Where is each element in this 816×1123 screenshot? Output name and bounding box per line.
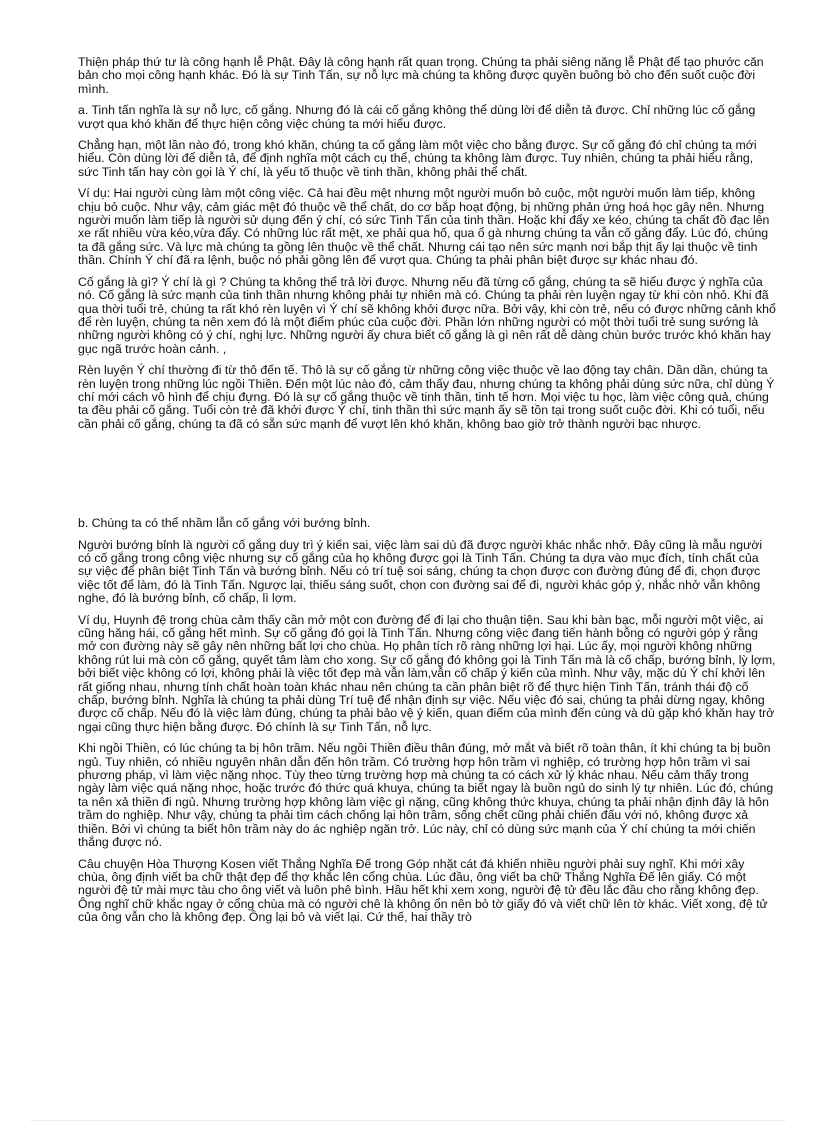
paragraph: Câu chuyện Hòa Thượng Kosen viết Thắng Nghĩa Đế trong Góp nhặt cát đá khiến nhiều người phải suy nghĩ. Khi mới xây chùa, ông định viết ba chữ thật đẹp để thợ khắc lên cổng chùa. Lúc đầu, ông viết ba chữ Thắng Nghĩa Đế lên giấy. Có một người đệ tử mài mực tàu cho ông viết và luôn phê bình. Hầu hết khi xem xong, người đệ tử đều lắc đầu cho rằng không đẹp. Ông nghĩ chữ khắc ngay ở cổng chùa mà có người chê là không ổn nên bỏ tờ giấy đó và viết chữ lên tờ khác. Viết xong, đệ tử của ông vẫn cho là không đẹp. Ông lại bỏ và viết lại. Cứ thế, hai thầy trò [78, 856, 768, 925]
paragraph: Ví dụ, Huynh đệ trong chùa cảm thấy cần mở một con đường để đi lại cho thuận tiện. Sau khi bàn bạc, mỗi người một việc, ai cũng hăng hái, cố gắng hết mình. Sự cố gắng đó gọi là Tinh Tấn. Nhưng công việc đang tiến hành bỗng có người góp ý rằng mở con đường này sẽ gây nên những bất lợi cho chùa. Họ phân tích rõ ràng những lợi hại. Lúc ấy, mọi người không những không rút lui mà còn cố gắng, quyết tâm làm cho xong. Sự cố gắng đó không gọi là Tinh Tấn mà là cố chấp, bướng bỉnh, lỳ lợm, bởi biết việc không có lợi, không phải là việc tốt đẹp mà vẫn làm,vẫn cố chấp ý kiến của mình. Như vậy, mặc dù Ý chí khởi lên rất giống nhau, nhưng tính chất hoàn toàn khác nhau nên chúng ta cần phân biệt rõ để thực hiện Tinh Tấn, tránh thái độ cố chấp, bướng bỉnh. Nghĩa là chúng ta phải dùng Trí tuệ để nhận định sự việc. Nếu việc đó sai, chúng ta phải dừng ngay, không được cố chấp. Nếu đó là việc làm đúng, chúng ta phải bảo vệ ý kiến, quan điểm của mình đến cùng và dù gặp khó khăn hay trở ngại cũng thực hiện bằng được. Đó chính là sự Tinh Tấn, nỗ lực. [78, 612, 776, 734]
paragraph: a. Tinh tấn nghĩa là sự nỗ lực, cố gắng. Nhưng đó là cái cố gắng không thể dùng lời để diễn tả được. Chỉ những lúc cố gắng vượt qua khó khăn để thực hiện công việc chúng ta mới hiểu được. [78, 103, 756, 131]
page-edge-divider [30, 1120, 786, 1121]
paragraph: Chẳng hạn, một lần nào đó, trong khó khăn, chúng ta cố gắng làm một việc cho bằng được. Sự cố gắng đó chỉ chúng ta mới hiểu. Còn dùng lời để diễn tả, để định nghĩa một cách cụ thể, chúng ta không làm được. Tuy nhiên, chúng ta phải hiểu rằng, sức Tinh tấn hay còn gọi là Ý chí, là yếu tố thuộc về tinh thần, không phải thể chất. [78, 138, 757, 179]
paragraph: Thiện pháp thứ tư là công hạnh lễ Phật. Đây là công hạnh rất quan trọng. Chúng ta phải siêng năng lễ Phật để tạo phước căn bản cho mọi công hạnh khác. Đó là sự Tinh Tấn, sự nỗ lực mà chúng ta không được quyền buông bỏ cho đến suốt cuộc đời mình. [78, 55, 764, 96]
paragraph: Cố gắng là gì? Ý chí là gì ? Chúng ta không thể trả lời được. Nhưng nếu đã từng cố gắng, chúng ta sẽ hiểu được ý nghĩa của nó. Cố gắng là sức mạnh của tinh thần nhưng không phải tự nhiên mà có. Chúng ta phải rèn luyện ngay từ khi còn nhỏ. Khi đã qua thời tuổi trẻ, chúng ta rất khó rèn luyện vì Ý chí sẽ không khởi được nữa. Bởi vậy, khi còn trẻ, nếu có được những cảnh khổ để rèn luyện, chúng ta nên xem đó là một điểm phúc của cuộc đời. Phần lớn những người có một thời tuổi trẻ sung sướng là những người không có ý chí, nghị lực. Những người ấy chưa biết cố gắng là gì nên rất dễ dàng chùn bước trước khó khăn hay gục ngã trước hoàn cảnh. , [78, 274, 776, 356]
section-top [78, 56, 776, 431]
section-heading: b. Chúng ta có thể nhầm lẫn cố gắng với bướng bỉnh. [78, 516, 371, 531]
paragraph: Người bướng bỉnh là người cố gắng duy trì ý kiến sai, việc làm sai dù đã được người khác nhắc nhở. Đây cũng là mẫu người có cố gắng trong công việc nhưng sự cố gắng của họ không được gọi là Tinh Tấn. Chúng ta dựa vào mục đích, tính chất của sự việc để phân biệt Tinh Tấn và bướng bỉnh. Nếu có trí tuệ soi sáng, chúng ta chọn được con đường đúng để đi, chọn được việc tốt để làm, đó là Tinh Tấn. Ngược lại, thiếu sáng suốt, chọn con đường sai để đi, người khác góp ý, nhắc nhở vẫn không nghe, đó là bướng bỉnh, cố chấp, lì lợm. [78, 537, 763, 606]
paragraph: Khi ngồi Thiền, có lúc chúng ta bị hôn trầm. Nếu ngồi Thiền điều thân đúng, mở mắt và biết rõ toàn thân, ít khi chúng ta bị buồn ngủ. Tuy nhiên, có nhiều nguyên nhân dẫn đến hôn trầm. Có trường hợp hôn trầm vì nghiệp, có trường hợp hôn trầm vì sai phương pháp, vì làm việc nặng nhọc. Tùy theo từng trường hợp mà chúng ta có cách xử lý khác nhau. Nếu cảm thấy trong ngày làm việc quá nặng nhọc, hoặc trước đó thức quá khuya, chúng ta biết ngay là buồn ngủ do sinh lý tự nhiên. Lúc đó, chúng ta nên xả thiền đi ngủ. Nhưng trường hợp không làm việc gì nặng, cũng không thức khuya, chúng ta phải nhận định đây là hôn trầm do nghiệp. Như vậy, chúng ta phải tìm cách chống lại hôn trầm, sống chết cũng phải chiến đấu với nó, không được xả thiền. Bởi vì chúng ta biết hôn trầm này do ác nghiệp ngăn trở. Lúc này, chỉ có dùng sức mạnh của Ý chí chúng ta mới chiến thắng được nó. [78, 741, 774, 850]
page-break-gap [78, 439, 776, 517]
section-bottom [78, 517, 776, 924]
paragraph: Rèn luyện Ý chí thường đi từ thô đến tế. Thô là sự cố gắng từ những công việc thuộc về lao động tay chân. Dần dần, chúng ta rèn luyện trong những lúc ngồi Thiền. Đến một lúc nào đó, cảm thấy đau, nhưng chúng ta không phải dùng sức nữa, chỉ dùng Ý chí mới cách vô hình để chịu đựng. Đó là sự cố gắng thuộc về tinh thần, tinh tế hơn. Mọi việc tu học, làm việc công quả, chúng ta đều phải cố gắng. Tuổi còn trẻ đã khởi được Ý chí, tinh thần thì sức mạnh ấy sẽ tồn tại trong suốt cuộc đời. Khi có tuổi, nếu cần phải cố gắng, chúng ta đã có sẵn sức mạnh để vượt lên khó khăn, không bao giờ trở thành người bạc nhược. [78, 363, 775, 431]
paragraph: Ví dụ: Hai người cùng làm một công việc. Cả hai đều mệt nhưng một người muốn bỏ cuộc, một người muốn làm tiếp, không chịu bỏ cuộc. Như vậy, cảm giác mệt đó thuộc về thể chất, do cơ bắp hoạt động, bị những phản ứng hoá học gây nên. Nhưng người muốn làm tiếp là người sử dụng đến ý chí, có sức Tinh Tấn của tinh thần. Hoặc khi đẩy xe kéo, chúng ta chất đồ đạc lên xe rất nhiều vừa kéo,vừa đẩy. Có những lúc rất mệt, xe phải qua hố, qua ổ gà nhưng chúng ta vẫn cố gắng đẩy. Lúc đó, chúng ta đã gắng sức. Và lực mà chúng ta gồng lên thuộc về thể chất. Nhưng cái tạo nên sức mạnh nơi bắp thịt ấy lại thuộc về tinh thần. Chính Ý chí đã ra lệnh, buộc nó phải gồng lên để vượt qua. Chúng ta phải phân biệt được sự khác nhau đó. [78, 186, 770, 268]
document-page [78, 56, 776, 933]
